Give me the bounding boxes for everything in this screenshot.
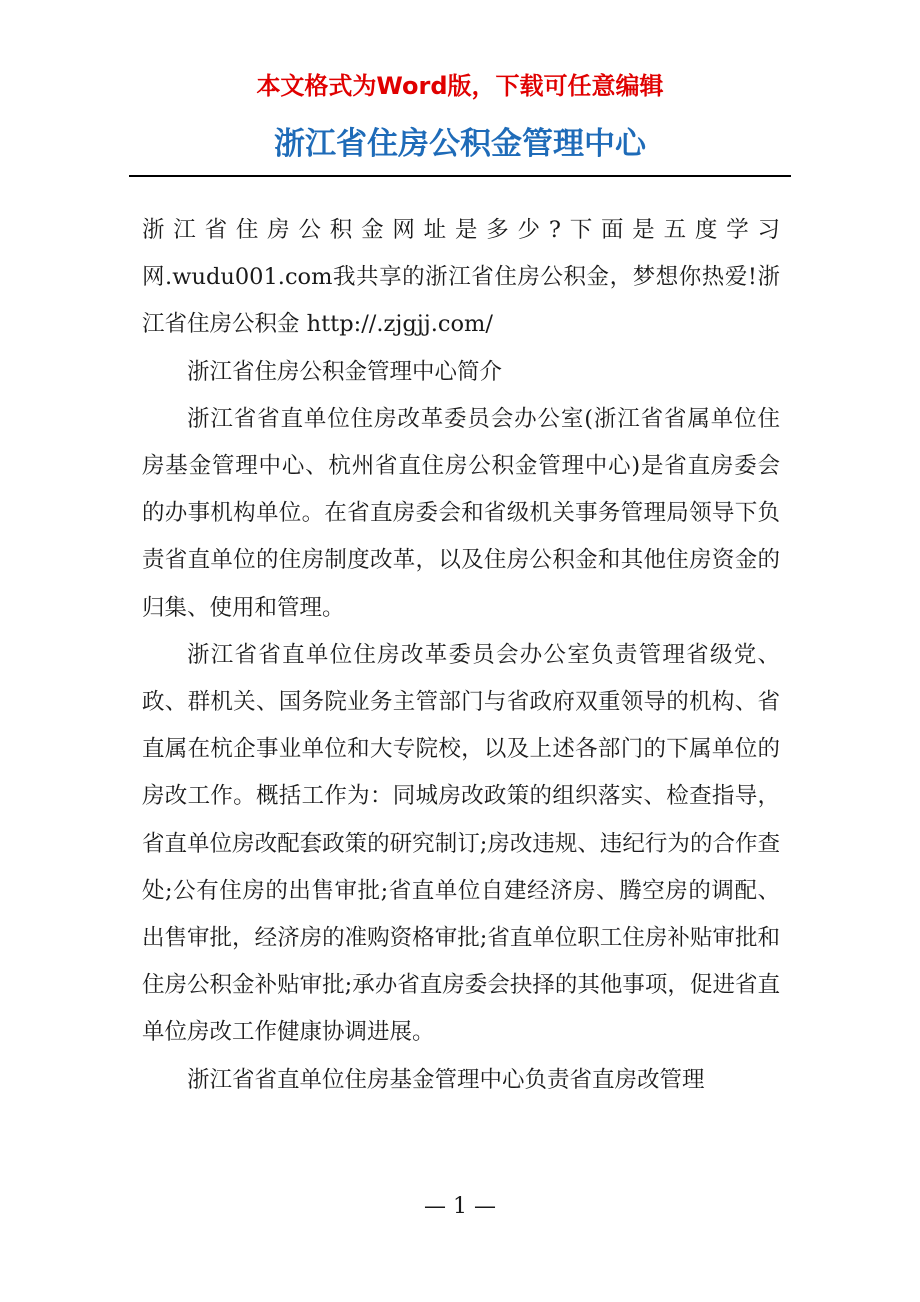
paragraph: 浙江省省直单位住房基金管理中心负责省直房改管理 xyxy=(187,1066,705,1093)
section-heading: 浙江省住房公积金管理中心简介 xyxy=(187,358,503,385)
document-title: 浙江省住房公积金管理中心 xyxy=(274,126,646,162)
document-body xyxy=(142,207,780,1104)
paragraph: 浙江省省直单位住房改革委员会办公室(浙江省省属单位住房基金管理中心、杭州省直住房公积金管理中心)是省直房委会的办事机构单位。在省直房委会和省级机关事务管理局领导下负责省直单位的住房制度改革，以及住房公积金和其他住房资金的归集、使用和管理。 xyxy=(142,405,780,621)
download-banner: 本文格式为Word版，下载可任意编辑 xyxy=(256,72,664,100)
page-number: — 1 — xyxy=(424,1194,496,1219)
title-divider xyxy=(129,175,791,177)
paragraph: 浙江省省直单位住房改革委员会办公室负责管理省级党、政、群机关、国务院业务主管部门与省政府双重领导的机构、省直属在杭企事业单位和大专院校，以及上述各部门的下属单位的房改工作。概括工作为：同城房改政策的组织落实、检查指导，省直单位房改配套政策的研究制订;房改违规、违纪行为的合作查处;公有住房的出售审批;省直单位自建经济房、腾空房的调配、出售审批，经济房的准购资格审批;省直单位职工住房补贴审批和住房公积金补贴审批;承办省直房委会抉择的其他事项，促进省直单位房改工作健康协调进展。 xyxy=(142,641,780,1046)
paragraph-intro: 浙江省住房公积金网址是多少?下面是五度学习网.wudu001.com我共享的浙江省住房公积金，梦想你热爱!浙江省住房公积金 http://.zjgjj.com/ xyxy=(142,217,780,338)
